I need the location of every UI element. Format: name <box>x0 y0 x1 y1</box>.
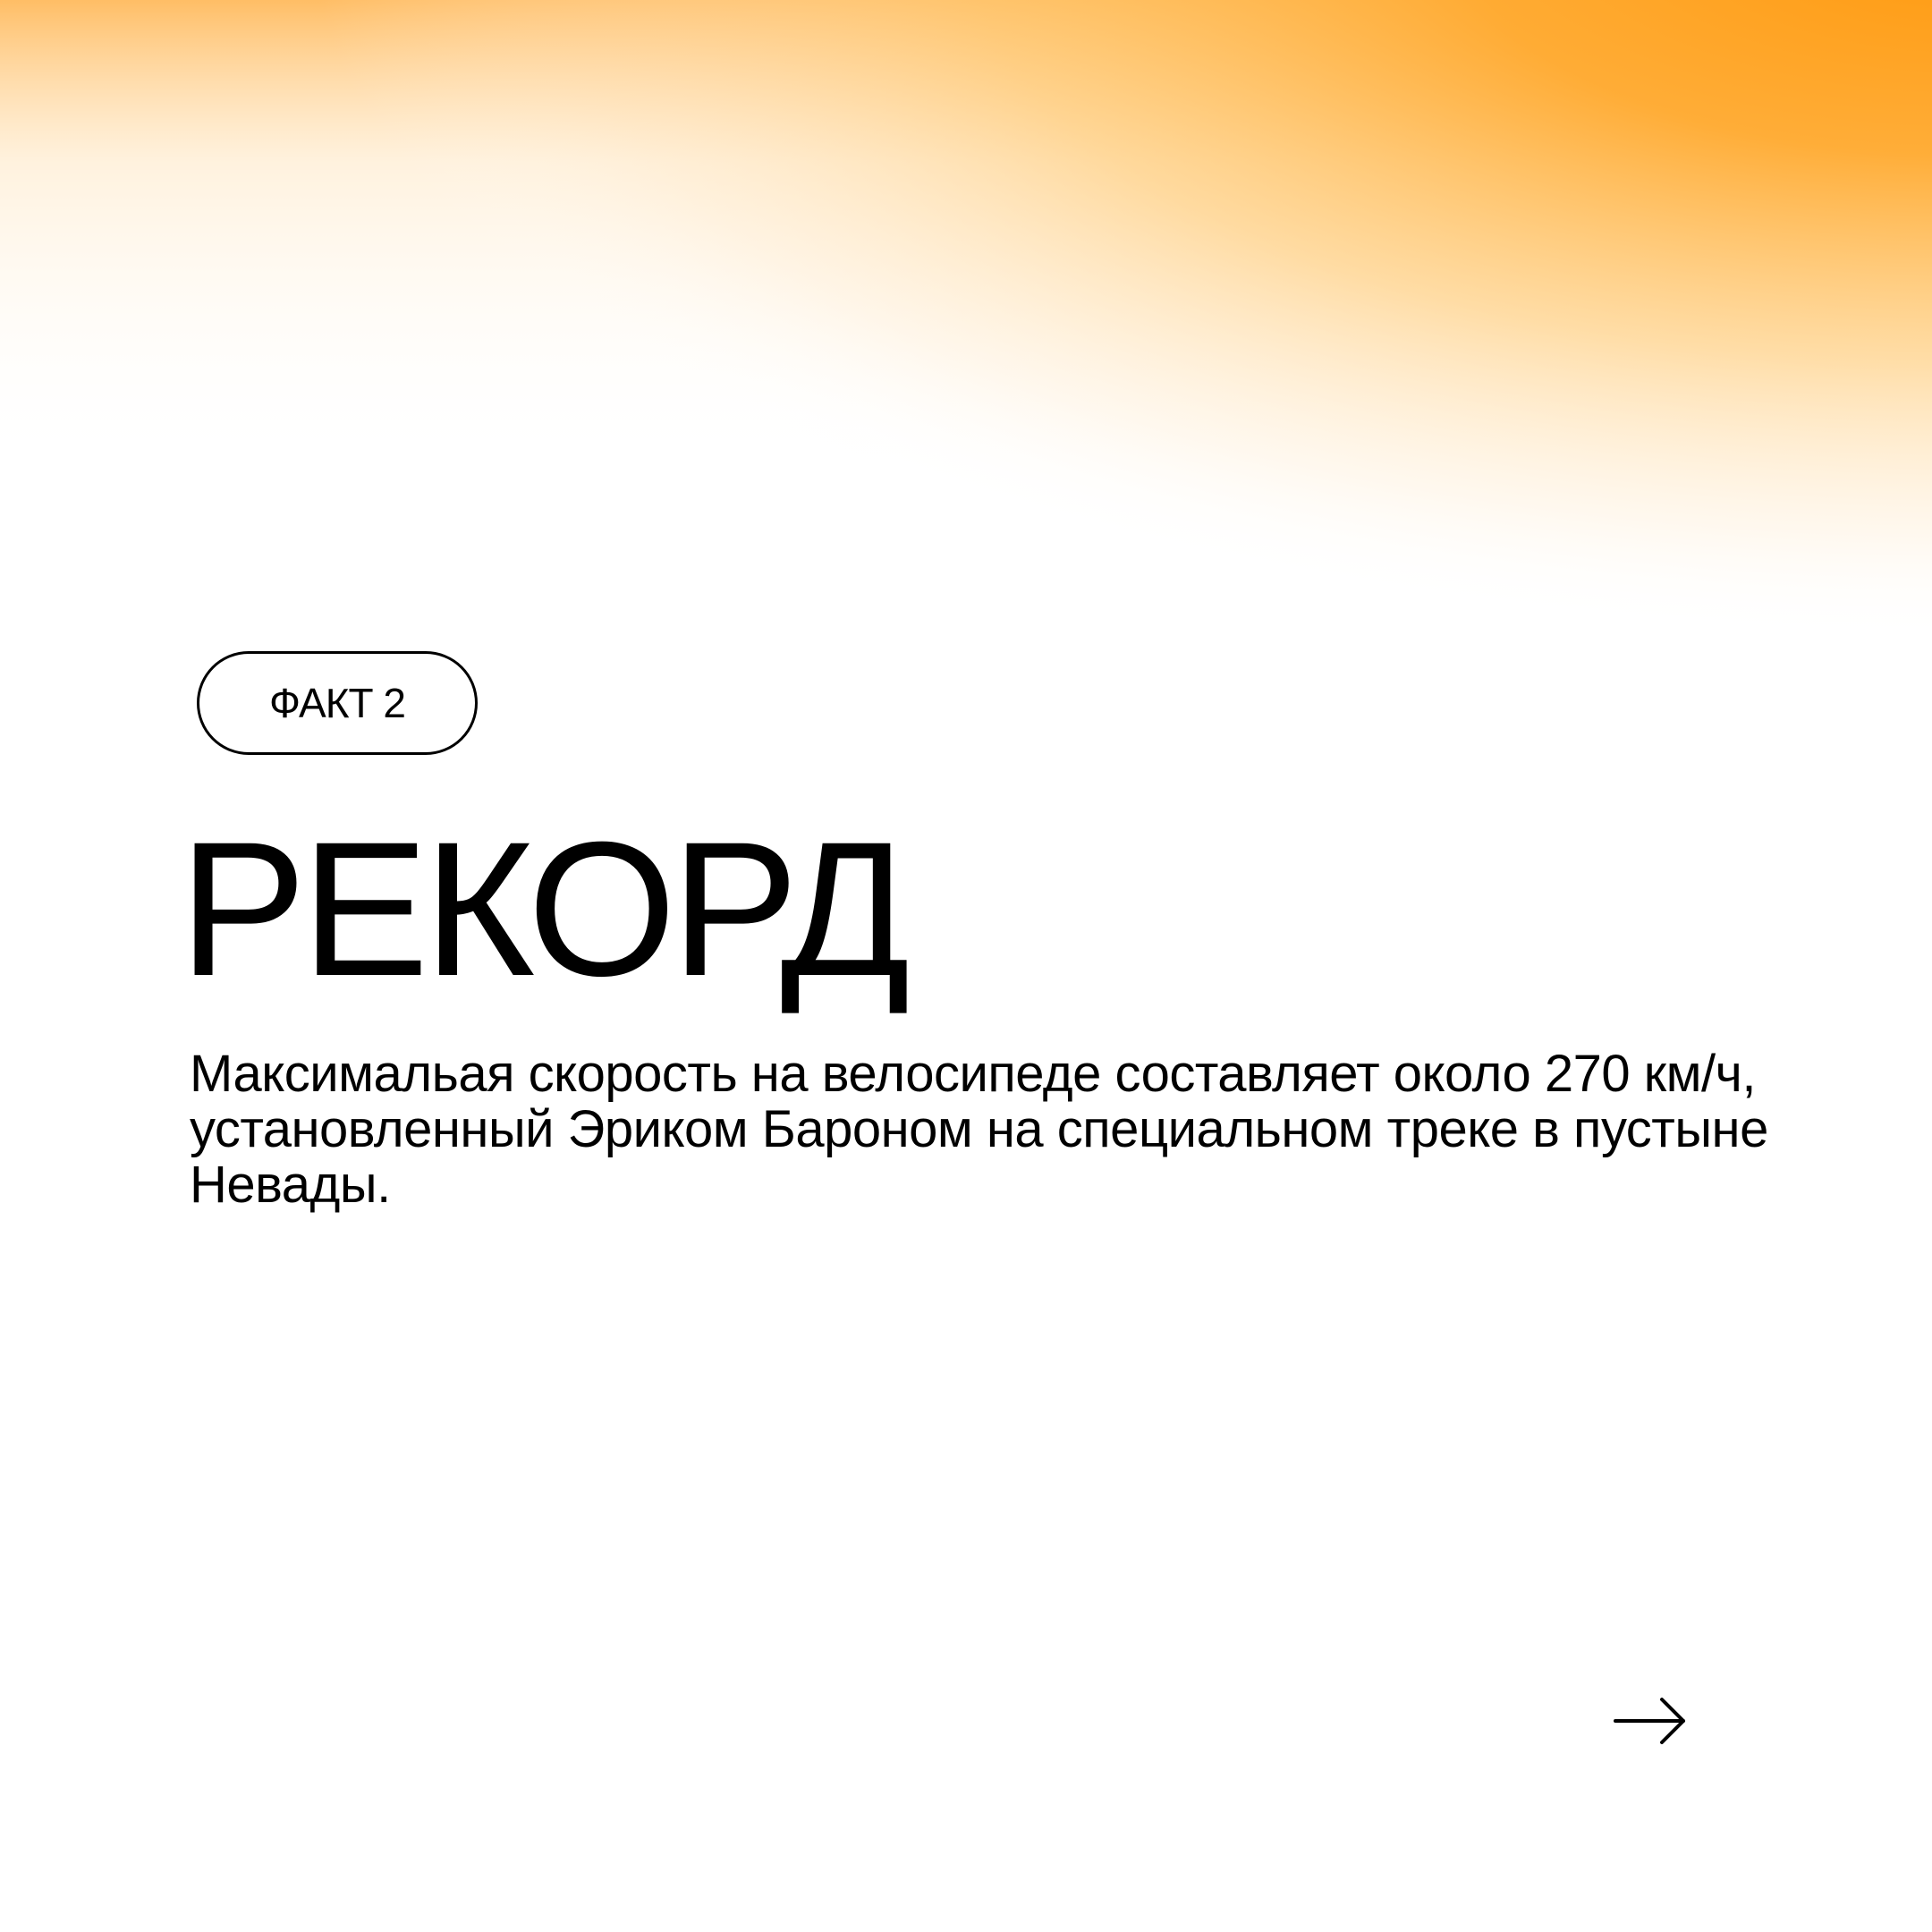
orange-gradient-background <box>0 0 1932 680</box>
headline: РЕКОРД <box>179 802 905 1016</box>
arrow-right-icon <box>1610 1694 1690 1748</box>
fact-description: Максимальая скорость на велосипеде составляет около 270 км/ч, установленный Эриком Бароном на специальном треке в пустыне Невады. <box>190 1045 1768 1214</box>
fact-number-label: ФАКТ 2 <box>269 680 405 726</box>
next-slide-button[interactable] <box>1610 1694 1690 1748</box>
fact-number-badge <box>197 651 478 755</box>
